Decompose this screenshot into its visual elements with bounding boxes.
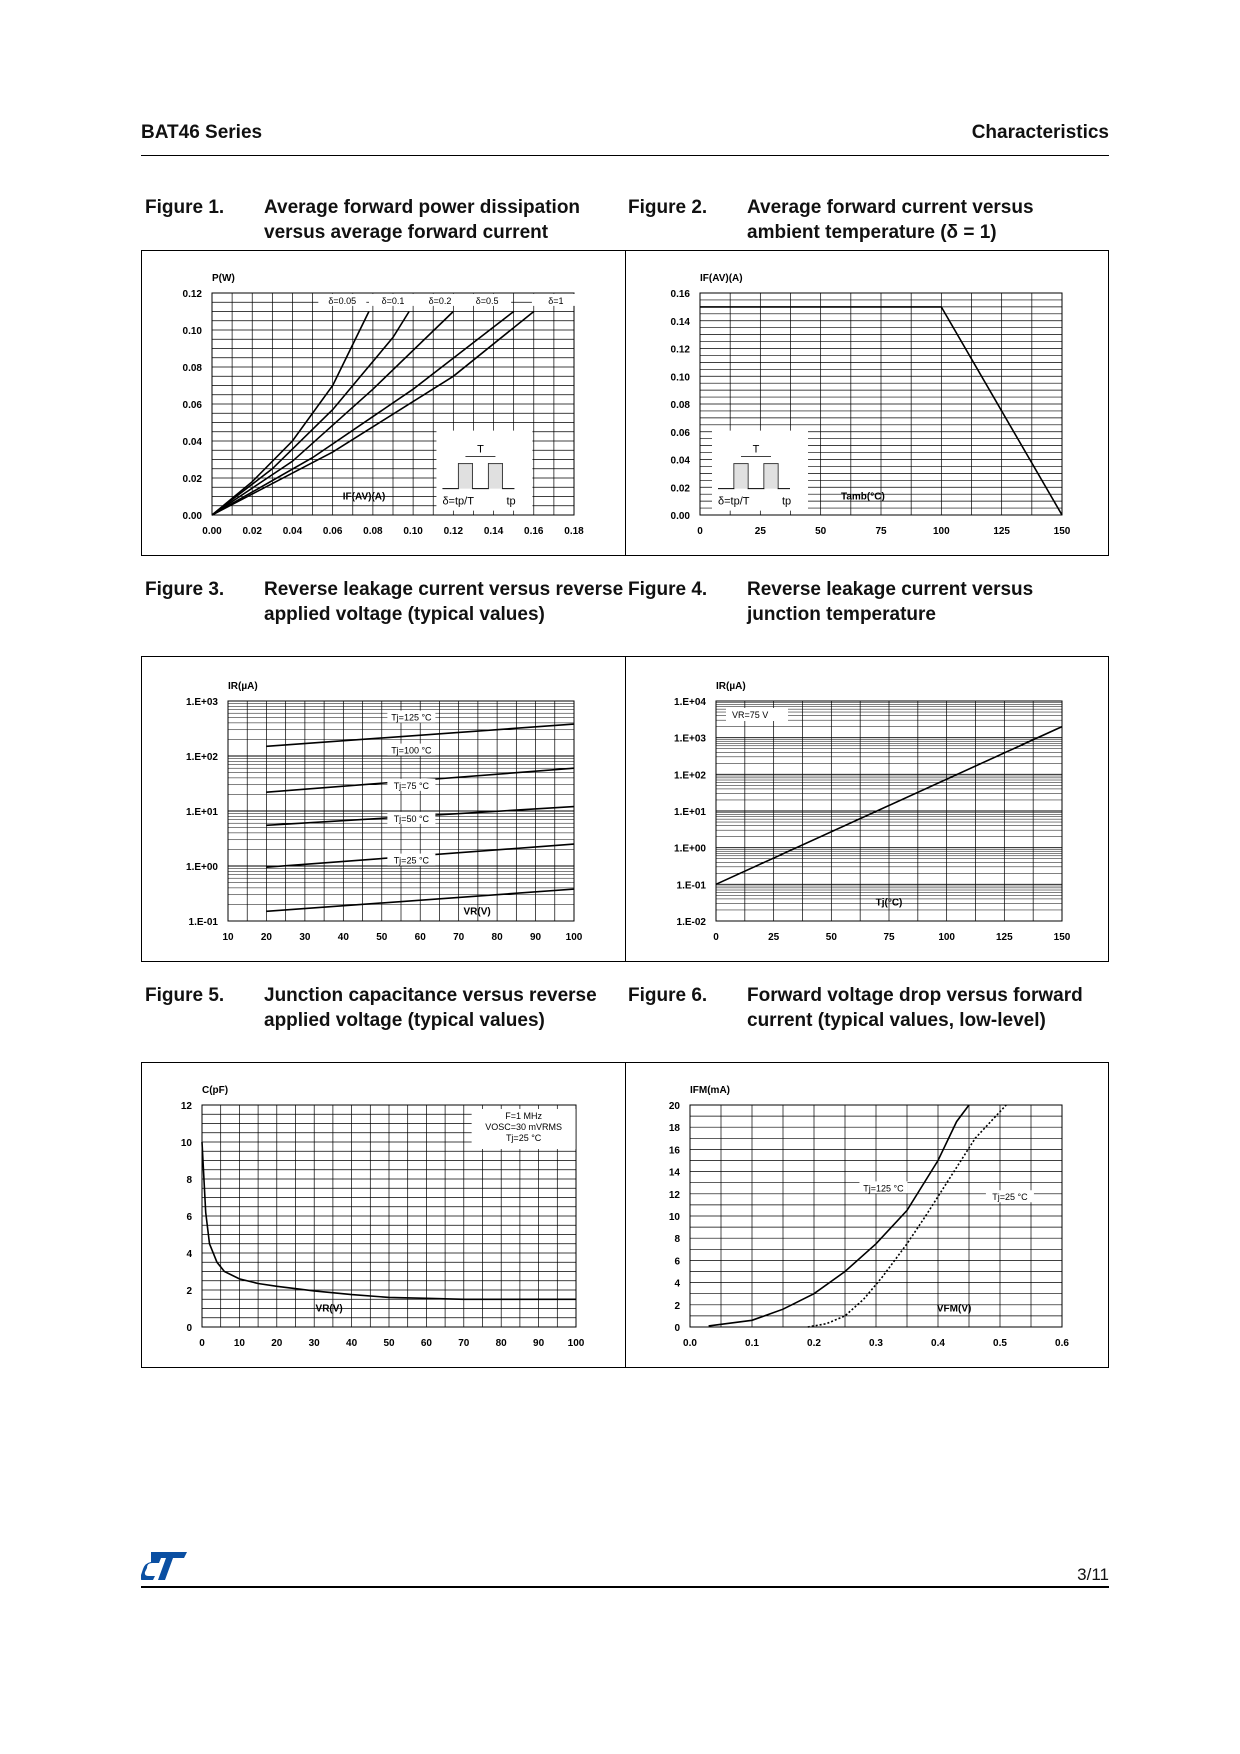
x-tick-label: 70 xyxy=(458,1338,470,1349)
x-tick-label: 0.4 xyxy=(931,1338,945,1349)
y-tick-label: 16 xyxy=(668,1145,680,1157)
y-tick-label: 1.E+00 xyxy=(674,843,706,855)
x-tick-label: 0.16 xyxy=(524,526,544,537)
y-axis-title: IF(AV)(A) xyxy=(700,273,743,284)
x-tick-label: 0.2 xyxy=(807,1338,821,1349)
x-tick-label: 50 xyxy=(383,1338,395,1349)
x-axis-title: Tj(°C) xyxy=(875,897,903,909)
figure-2-title: Average forward current versus ambient temperature (δ = 1) xyxy=(747,197,1034,243)
x-tick-label: 0.3 xyxy=(869,1338,883,1349)
x-tick-label: 125 xyxy=(995,932,1013,943)
figure-3-chart xyxy=(142,657,627,963)
x-tick-label: 75 xyxy=(875,526,887,537)
x-tick-label: 40 xyxy=(346,1338,358,1349)
figure-2-panel xyxy=(625,250,1109,556)
y-tick-label: 0.12 xyxy=(670,344,690,356)
y-tick-label: 6 xyxy=(674,1256,680,1268)
figure-3-number: Figure 3. xyxy=(145,579,225,600)
figure-2-chart xyxy=(626,251,1110,557)
period-label: T xyxy=(752,443,760,456)
annotation-label: VOSC=30 mVRMS xyxy=(485,1122,563,1132)
x-tick-label: 60 xyxy=(420,1338,432,1349)
y-tick-label: 2 xyxy=(186,1286,192,1297)
x-tick-label: 0.14 xyxy=(483,526,504,537)
x-tick-label: 0.18 xyxy=(564,526,584,537)
x-tick-label: 0.1 xyxy=(745,1338,759,1349)
y-tick-label: 8 xyxy=(186,1175,192,1186)
x-tick-label: 0.06 xyxy=(322,526,343,537)
y-tick-label: 0.10 xyxy=(182,326,202,337)
figure-3-panel xyxy=(141,656,626,962)
y-tick-label: 1.E-01 xyxy=(676,880,706,892)
figure-1-title: Average forward power dissipation versus average forward current xyxy=(264,197,581,243)
figure-5-number: Figure 5. xyxy=(145,985,225,1006)
figure-2-number: Figure 2. xyxy=(628,197,708,218)
x-axis-title: VR(V) xyxy=(315,1303,343,1315)
series-label: Tj=25 °C xyxy=(992,1192,1028,1203)
x-axis-title: VFM(V) xyxy=(936,1303,972,1315)
x-axis-title: Tamb(°C) xyxy=(840,491,885,503)
duty-formula-label: δ=tp/T xyxy=(442,495,474,508)
x-tick-label: 60 xyxy=(414,932,426,943)
x-axis-title: VR(V) xyxy=(463,906,491,918)
y-axis-title: C(pF) xyxy=(202,1085,229,1096)
y-tick-label: 2 xyxy=(674,1300,680,1312)
y-tick-label: 0.10 xyxy=(670,372,690,384)
y-tick-label: 1.E+04 xyxy=(674,697,706,708)
series-label: δ=0.05 xyxy=(328,295,357,306)
series-label: Tj=125 °C xyxy=(391,712,432,723)
series-label: δ=0.1 xyxy=(381,295,405,306)
series-label: Tj=75 °C xyxy=(393,780,430,791)
x-tick-label: 30 xyxy=(299,932,311,943)
y-axis-title: P(W) xyxy=(212,273,235,284)
x-tick-label: 100 xyxy=(932,526,950,537)
period-label: T xyxy=(477,443,484,456)
x-tick-label: 0 xyxy=(199,1338,205,1349)
x-tick-label: 0.6 xyxy=(1055,1338,1069,1349)
y-tick-label: 0.02 xyxy=(182,474,202,485)
y-tick-label: 0.06 xyxy=(670,427,690,439)
y-tick-label: 0.16 xyxy=(670,289,690,300)
figure-1-number: Figure 1. xyxy=(145,197,225,218)
x-tick-label: 70 xyxy=(453,932,465,943)
x-tick-label: 25 xyxy=(754,526,766,537)
figure-1-chart xyxy=(142,251,627,557)
x-tick-label: 20 xyxy=(271,1338,283,1349)
x-tick-label: 25 xyxy=(768,932,780,943)
x-tick-label: 75 xyxy=(883,932,895,943)
st-logo xyxy=(141,1550,189,1582)
figure-6-chart xyxy=(626,1063,1110,1369)
x-tick-label: 0 xyxy=(697,526,703,537)
figure-3-title: Reverse leakage current versus reverse applied voltage (typical values) xyxy=(264,579,624,625)
footer-rule xyxy=(141,1586,1109,1588)
series-label: Tj=25 °C xyxy=(393,855,430,866)
series-label: δ=1 xyxy=(548,295,564,306)
x-tick-label: 150 xyxy=(1053,526,1071,537)
y-tick-label: 12 xyxy=(668,1189,680,1201)
x-axis-title: IF(AV)(A) xyxy=(342,491,386,503)
annotation-label: F=1 MHz xyxy=(505,1111,543,1121)
x-tick-label: 0.0 xyxy=(683,1338,697,1349)
x-tick-label: 100 xyxy=(938,932,956,943)
x-tick-label: 90 xyxy=(533,1338,545,1349)
series-label: Tj=50 °C xyxy=(393,813,430,824)
y-tick-label: 0.00 xyxy=(182,511,202,522)
y-tick-label: 10 xyxy=(668,1212,680,1223)
x-tick-label: 100 xyxy=(565,932,583,943)
annotation-label: VR=75 V xyxy=(732,710,769,720)
y-tick-label: 0.14 xyxy=(670,316,690,328)
figure-6-panel xyxy=(625,1062,1109,1368)
y-tick-label: 0.00 xyxy=(670,511,690,522)
y-tick-label: 20 xyxy=(668,1101,680,1112)
x-tick-label: 10 xyxy=(222,932,234,943)
pulse-fill xyxy=(458,464,472,489)
y-tick-label: 1.E+02 xyxy=(186,752,218,763)
y-tick-label: 6 xyxy=(186,1212,192,1223)
y-tick-label: 0.04 xyxy=(670,455,690,467)
pulse-fill xyxy=(488,464,502,489)
y-tick-label: 1.E+01 xyxy=(186,807,218,818)
y-tick-label: 0 xyxy=(186,1323,192,1334)
y-axis-title: IR(µA) xyxy=(716,681,746,692)
x-tick-label: 90 xyxy=(529,932,542,943)
x-tick-label: 50 xyxy=(825,932,837,943)
x-tick-label: 50 xyxy=(376,932,388,943)
pulse-width-label: tp xyxy=(782,495,792,508)
x-tick-label: 100 xyxy=(567,1338,585,1349)
x-tick-label: 0.5 xyxy=(993,1338,1007,1349)
x-tick-label: 30 xyxy=(308,1338,320,1349)
y-tick-label: 14 xyxy=(668,1167,680,1179)
y-tick-label: 4 xyxy=(674,1278,680,1290)
pulse-width-label: tp xyxy=(506,495,516,508)
figure-6-number: Figure 6. xyxy=(628,985,708,1006)
pulse-fill xyxy=(764,464,778,489)
y-tick-label: 0.04 xyxy=(182,437,202,448)
y-axis-title: IFM(mA) xyxy=(690,1085,730,1096)
y-tick-label: 1.E+03 xyxy=(674,733,706,745)
series-label: δ=0.5 xyxy=(475,295,499,306)
doc-header-section: Characteristics xyxy=(971,122,1109,143)
x-tick-label: 0.10 xyxy=(403,526,423,537)
figure-5-title: Junction capacitance versus reverse applied voltage (typical values) xyxy=(264,985,597,1031)
x-tick-label: 20 xyxy=(260,932,273,943)
y-tick-label: 0.06 xyxy=(182,400,202,411)
doc-header-title: BAT46 Series xyxy=(141,122,263,143)
pulse-fill xyxy=(734,464,748,489)
x-tick-label: 80 xyxy=(495,1338,507,1349)
y-tick-label: 0.08 xyxy=(182,363,202,374)
x-tick-label: 0.02 xyxy=(242,526,262,537)
x-tick-label: 10 xyxy=(233,1338,245,1349)
x-tick-label: 0.08 xyxy=(363,526,383,537)
x-tick-label: 40 xyxy=(337,932,349,943)
series-label: Tj=125 °C xyxy=(863,1183,904,1194)
y-tick-label: 18 xyxy=(668,1123,680,1135)
y-tick-label: 1.E+00 xyxy=(186,862,218,873)
x-tick-label: 50 xyxy=(815,526,827,537)
page-number: 3/11 xyxy=(1077,1565,1109,1584)
x-tick-label: 150 xyxy=(1053,932,1071,943)
figure-1-panel xyxy=(141,250,626,556)
y-tick-label: 1.E+03 xyxy=(186,697,218,708)
annotation-label: Tj=25 °C xyxy=(505,1133,542,1143)
y-tick-label: 8 xyxy=(674,1234,680,1246)
y-tick-label: 0.12 xyxy=(182,289,202,300)
y-axis-title: IR(µA) xyxy=(228,681,258,692)
y-tick-label: 12 xyxy=(180,1101,192,1112)
y-tick-label: 1.E+01 xyxy=(674,807,706,818)
y-tick-label: 4 xyxy=(186,1249,192,1260)
figure-4-number: Figure 4. xyxy=(628,579,708,600)
x-tick-label: 0.04 xyxy=(282,526,303,537)
x-tick-label: 0.00 xyxy=(202,526,222,537)
y-tick-label: 10 xyxy=(180,1138,192,1149)
y-tick-label: 0.02 xyxy=(670,483,690,495)
duty-formula-label: δ=tp/T xyxy=(718,495,750,508)
y-tick-label: 1.E-02 xyxy=(676,917,706,928)
figure-5-chart xyxy=(142,1063,627,1369)
y-tick-label: 1.E+02 xyxy=(674,770,706,782)
y-tick-label: 0.08 xyxy=(670,400,690,411)
x-tick-label: 0 xyxy=(713,932,719,943)
series-label: Tj=100 °C xyxy=(391,745,432,756)
figure-4-chart xyxy=(626,657,1110,963)
x-tick-label: 125 xyxy=(993,526,1011,537)
x-tick-label: 0.12 xyxy=(443,526,464,537)
figure-4-panel xyxy=(625,656,1109,962)
figure-6-title: Forward voltage drop versus forward current (typical values, low-level) xyxy=(747,985,1083,1031)
figure-4-title: Reverse leakage current versus junction temperature xyxy=(747,579,1034,625)
y-tick-label: 0 xyxy=(674,1323,680,1334)
series-label: δ=0.2 xyxy=(428,295,452,306)
y-tick-label: 1.E-01 xyxy=(188,917,218,928)
x-tick-label: 80 xyxy=(491,932,503,943)
figure-5-panel xyxy=(141,1062,626,1368)
header-rule xyxy=(141,155,1109,156)
